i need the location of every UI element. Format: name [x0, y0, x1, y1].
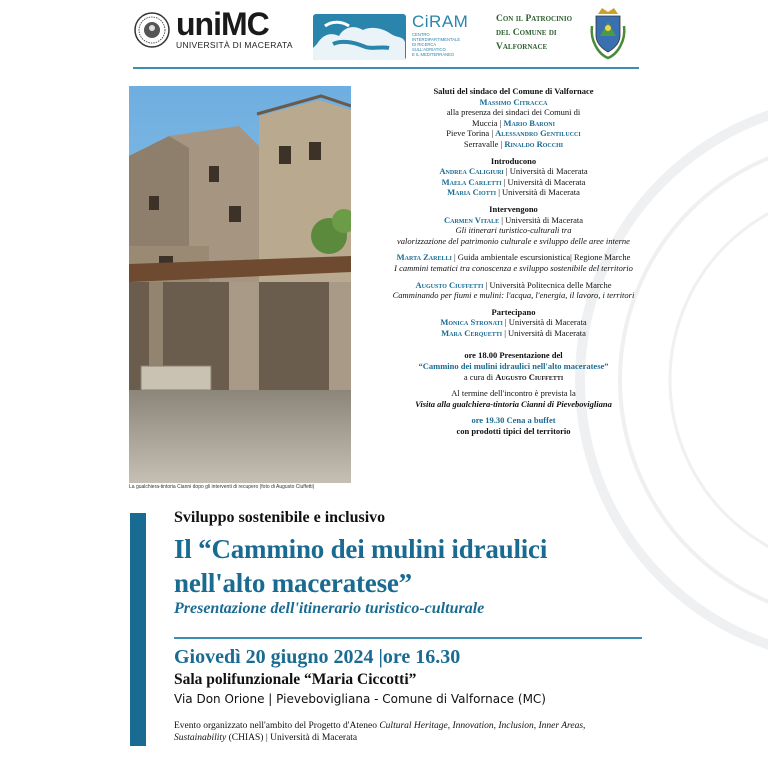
mayor-muccia: Muccia | Mario Baroni [472, 117, 555, 128]
ciram-map-logo [313, 14, 406, 60]
visit-intro: Al termine dell'incontro è prevista la [451, 388, 576, 399]
ciram-title: CiRAM [412, 12, 469, 31]
mayor-name: Massimo Citracca [479, 96, 548, 107]
photo-caption: La gualchiera-tintoria Cianni dopo gli interventi di recupero (foto di Augusto Ciuffetti) [129, 484, 315, 490]
talk-title: I cammini tematici tra conoscenza e sviluppo sostenibile del territorio [394, 262, 633, 273]
mayors-intro: alla presenza dei sindaci dei Comuni di [446, 107, 581, 118]
mill-building-photo [129, 86, 351, 483]
event-program [360, 86, 667, 437]
visit-title: Visita alla gualchiera-tintoria Cianni di Pievebovigliana [415, 398, 612, 409]
kicker: Sviluppo sostenibile e inclusivo [174, 509, 386, 526]
event-subtitle: Presentazione dell'itinerario turistico-culturale [174, 600, 485, 617]
unimc-seal-logo [134, 12, 170, 48]
talk-title: Gli itinerari turistico-culturali tra [455, 225, 572, 236]
event-date-time: Giovedì 20 giugno 2024 |ore 16.30 [174, 646, 461, 668]
presentation-title: “Cammino dei mulini idraulici nell'alto maceratese” [418, 361, 609, 372]
unimc-subtitle: UNIVERSITÀ DI MACERATA [176, 40, 293, 50]
intervengono-heading: Intervengono [489, 203, 538, 214]
event-address: Via Don Orione | Pievebovigliana - Comune di Valfornace (MC) [174, 692, 546, 706]
speaker-vitale: Carmen Vitale | Università di Macerata [444, 214, 583, 225]
valfornace-crest-logo [588, 6, 628, 64]
introducono-heading: Introducono [490, 155, 537, 166]
accent-bar [130, 513, 146, 746]
talk-title: Camminando per fiumi e mulini: l'acqua, l'energia, il lavoro, i territori [392, 290, 635, 301]
section-divider [174, 637, 642, 639]
speaker-ciuffetti: Augusto Ciuffetti | Università Politecnica delle Marche [415, 279, 612, 290]
header-divider [133, 67, 639, 69]
intro-speaker: Maria Ciotti | Università di Macerata [447, 187, 580, 198]
participant: Mara Cerquetti | Università di Macerata [441, 327, 586, 338]
participant: Monica Stronati | Università di Macerata [440, 317, 587, 328]
intro-speaker: Andrea Caligiuri | Università di Macerata [439, 166, 588, 177]
partecipano-heading: Partecipano [491, 306, 536, 317]
patronage-text: Con il Patrocinio del Comune di Valfornace [496, 14, 573, 52]
presentation-curator: a cura di Augusto Ciuffetti [463, 371, 564, 382]
event-organizer-note: Evento organizzato nell'ambito del Progetto d'Ateneo Cultural Heritage, Innovation, Inclusion, Inner Areas, Sustainability (CHIAS) | Università di Macerata [174, 721, 586, 743]
saluti-heading: Saluti del sindaco del Comune di Valfornace [433, 86, 594, 96]
dinner-time: ore 19.30 Cena a buffet [471, 415, 556, 426]
intro-speaker: Maela Carletti | Università di Macerata [441, 176, 586, 187]
event-venue: Sala polifunzionale “Maria Ciccotti” [174, 671, 417, 688]
event-title: Il “Cammino dei mulini idraulici nell'alto maceratese” [174, 534, 548, 598]
mayor-serravalle: Serravalle | Rinaldo Rocchi [463, 138, 564, 149]
speaker-zarelli: Marta Zarelli | Guida ambientale escursionistica| Regione Marche [396, 252, 631, 263]
ciram-subtitle: CENTRO INTERDIPARTIMENTALE DI RICERCA SULL'ADRIATICO E IL MEDITERRANEO [412, 32, 461, 57]
unimc-wordmark: uniMC [176, 6, 269, 42]
dinner-note: con prodotti tipici del territorio [456, 426, 571, 437]
presentation-time: ore 18.00 Presentazione del [464, 350, 563, 361]
mayor-pieve-torina: Pieve Torina | Alessandro Gentilucci [446, 128, 581, 139]
talk-title: valorizzazione del patrimonio culturale e sviluppo delle aree interne [397, 235, 630, 246]
